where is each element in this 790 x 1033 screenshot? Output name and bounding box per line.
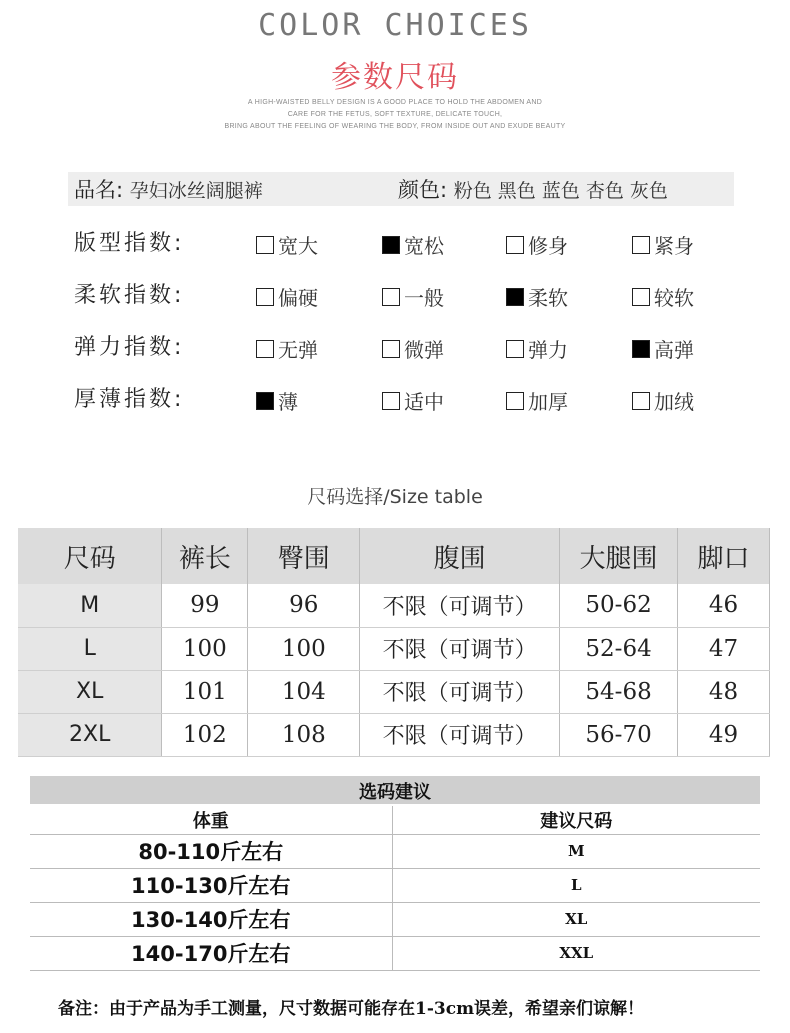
unchecked-box-icon bbox=[256, 340, 274, 358]
size-table-body bbox=[18, 584, 770, 756]
recommend-size-cell: XXL bbox=[392, 936, 760, 970]
index-option-label: 无弹 bbox=[278, 338, 318, 362]
size-table bbox=[18, 528, 770, 757]
index-option bbox=[382, 334, 444, 363]
tagline-line-3: BRING ABOUT THE FEELING OF WEARING THE BODY, FROM INSIDE OUT AND EXUDE BEAUTY bbox=[224, 123, 566, 130]
size-table-cell: 52-64 bbox=[560, 627, 678, 670]
unchecked-box-icon bbox=[506, 392, 524, 410]
size-table-cell: 50-62 bbox=[560, 584, 678, 627]
unchecked-box-icon bbox=[632, 392, 650, 410]
index-row bbox=[74, 330, 754, 364]
size-table-header-cell: 脚口 bbox=[678, 528, 770, 584]
unchecked-box-icon bbox=[382, 288, 400, 306]
index-option bbox=[632, 230, 694, 259]
index-label: 版型指数: bbox=[74, 231, 185, 256]
index-option bbox=[256, 334, 318, 363]
size-table-cell: 47 bbox=[678, 627, 770, 670]
size-table-header-cell: 大腿围 bbox=[560, 528, 678, 584]
tagline-line-1: A HIGH-WAISTED BELLY DESIGN IS A GOOD PLACE TO HOLD THE ABDOMEN AND bbox=[247, 99, 543, 106]
size-table-cell: 56-70 bbox=[560, 713, 678, 756]
size-table-cell: 54-68 bbox=[560, 670, 678, 713]
size-table-row bbox=[18, 713, 770, 756]
size-table-header-cell: 臀围 bbox=[248, 528, 360, 584]
size-table-row bbox=[18, 627, 770, 670]
recommend-weight-cell: 140-170斤左右 bbox=[30, 936, 392, 970]
color-label: 颜色: bbox=[398, 178, 448, 202]
recommend-size-cell: XL bbox=[392, 902, 760, 936]
index-option-label: 弹力 bbox=[528, 338, 568, 362]
unchecked-box-icon bbox=[506, 340, 524, 358]
size-table-cell: 99 bbox=[162, 584, 248, 627]
index-option bbox=[632, 282, 694, 311]
unchecked-box-icon bbox=[382, 392, 400, 410]
size-table-cell: 104 bbox=[248, 670, 360, 713]
size-table-cell: 49 bbox=[678, 713, 770, 756]
index-option bbox=[506, 334, 568, 363]
size-table-cell: M bbox=[18, 584, 162, 627]
measurement-note: 备注：由于产品为手工测量，尺寸数据可能存在1-3cm误差，希望亲们谅解！ bbox=[58, 999, 645, 1019]
size-table-cell: 不限（可调节） bbox=[360, 627, 560, 670]
index-option bbox=[506, 282, 568, 311]
unchecked-box-icon bbox=[632, 236, 650, 254]
index-option bbox=[382, 230, 444, 259]
product-name-value: 孕妇冰丝阔腿裤 bbox=[129, 180, 263, 202]
checked-box-icon bbox=[256, 392, 274, 410]
size-table-cell: 100 bbox=[248, 627, 360, 670]
title-chinese: 参数尺码 bbox=[331, 60, 459, 95]
index-option bbox=[256, 282, 318, 311]
product-name-label: 品名: bbox=[74, 178, 124, 202]
index-option-label: 较软 bbox=[654, 286, 694, 310]
size-table-cell: 不限（可调节） bbox=[360, 584, 560, 627]
color-value: 粉色 黑色 蓝色 杏色 灰色 bbox=[453, 180, 668, 202]
index-option bbox=[256, 230, 318, 259]
size-table-header-cell: 尺码 bbox=[18, 528, 162, 584]
size-table-cell: 96 bbox=[248, 584, 360, 627]
recommend-weight-cell: 110-130斤左右 bbox=[30, 868, 392, 902]
index-option bbox=[506, 386, 568, 415]
recommend-row bbox=[30, 902, 760, 936]
index-option bbox=[382, 386, 444, 415]
unchecked-box-icon bbox=[506, 236, 524, 254]
size-table-row bbox=[18, 584, 770, 627]
index-option-label: 一般 bbox=[404, 286, 444, 310]
index-option-label: 微弹 bbox=[404, 338, 444, 362]
size-table-cell: 2XL bbox=[18, 713, 162, 756]
title-english: COLOR CHOICES bbox=[258, 8, 532, 43]
size-table-header-cell: 腹围 bbox=[360, 528, 560, 584]
index-option bbox=[632, 386, 694, 415]
index-option-label: 高弹 bbox=[654, 338, 694, 362]
unchecked-box-icon bbox=[632, 288, 650, 306]
size-table-cell: 101 bbox=[162, 670, 248, 713]
index-option-label: 薄 bbox=[278, 390, 298, 414]
product-name bbox=[74, 174, 263, 204]
index-option bbox=[382, 282, 444, 311]
size-table-title: 尺码选择/Size table bbox=[307, 486, 483, 508]
index-label: 厚薄指数: bbox=[74, 387, 185, 412]
recommend-size-cell: L bbox=[392, 868, 760, 902]
unchecked-box-icon bbox=[382, 340, 400, 358]
tagline-line-2: CARE FOR THE FETUS, SOFT TEXTURE, DELICATE TOUCH, bbox=[287, 111, 503, 118]
size-table-cell: 102 bbox=[162, 713, 248, 756]
index-option bbox=[256, 386, 298, 415]
size-table-cell: 108 bbox=[248, 713, 360, 756]
product-colors bbox=[398, 174, 668, 204]
size-table-header-row bbox=[18, 528, 770, 584]
size-table-row bbox=[18, 670, 770, 713]
index-option bbox=[632, 334, 694, 363]
index-row bbox=[74, 278, 754, 312]
recommend-header-row bbox=[30, 806, 760, 834]
recommend-table-body bbox=[30, 834, 760, 970]
index-option-label: 偏硬 bbox=[278, 286, 318, 310]
index-option-label: 宽大 bbox=[278, 234, 318, 258]
size-table-cell: 不限（可调节） bbox=[360, 713, 560, 756]
size-table-cell: L bbox=[18, 627, 162, 670]
unchecked-box-icon bbox=[256, 288, 274, 306]
recommend-row bbox=[30, 868, 760, 902]
recommend-weight-cell: 80-110斤左右 bbox=[30, 834, 392, 868]
recommend-header-size: 建议尺码 bbox=[392, 806, 760, 834]
unchecked-box-icon bbox=[256, 236, 274, 254]
index-row bbox=[74, 226, 754, 260]
size-table-cell: 48 bbox=[678, 670, 770, 713]
index-option-label: 宽松 bbox=[404, 234, 444, 258]
recommend-weight-cell: 130-140斤左右 bbox=[30, 902, 392, 936]
checked-box-icon bbox=[382, 236, 400, 254]
index-row bbox=[74, 382, 754, 416]
recommend-title: 选码建议 bbox=[359, 782, 431, 803]
index-option-label: 加绒 bbox=[654, 390, 694, 414]
size-table-cell: 46 bbox=[678, 584, 770, 627]
size-table-cell: XL bbox=[18, 670, 162, 713]
index-option-label: 柔软 bbox=[528, 286, 568, 310]
size-table-cell: 不限（可调节） bbox=[360, 670, 560, 713]
checked-box-icon bbox=[506, 288, 524, 306]
recommend-row bbox=[30, 834, 760, 868]
index-label: 弹力指数: bbox=[74, 335, 185, 360]
index-option-label: 紧身 bbox=[654, 234, 694, 258]
recommend-row bbox=[30, 936, 760, 970]
size-table-header-cell: 裤长 bbox=[162, 528, 248, 584]
index-option-label: 加厚 bbox=[528, 390, 568, 414]
recommend-header-weight: 体重 bbox=[30, 806, 392, 834]
index-label: 柔软指数: bbox=[74, 283, 185, 308]
size-table-cell: 100 bbox=[162, 627, 248, 670]
recommend-size-cell: M bbox=[392, 834, 760, 868]
checked-box-icon bbox=[632, 340, 650, 358]
index-option bbox=[506, 230, 568, 259]
index-option-label: 适中 bbox=[404, 390, 444, 414]
index-option-label: 修身 bbox=[528, 234, 568, 258]
recommend-table bbox=[30, 806, 760, 971]
